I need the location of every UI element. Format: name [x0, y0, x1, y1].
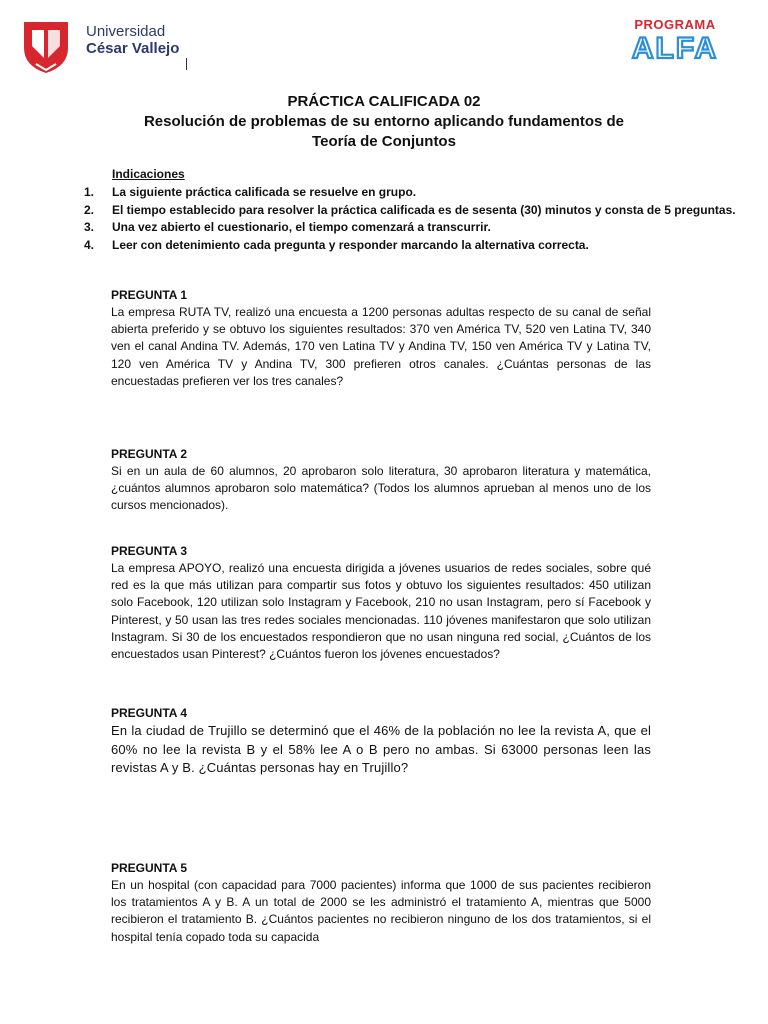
alfa-wordmark-text: ALFA — [631, 32, 719, 62]
question-4 — [111, 705, 651, 778]
title-line-2: Resolución de problemas de su entorno aplicando fundamentos de — [143, 113, 625, 130]
ucv-wordmark — [86, 24, 179, 56]
ucv-shield-icon — [22, 18, 70, 74]
title-line-3: Teoría de Conjuntos — [312, 133, 456, 150]
indicacion-item: 4. Leer con detenimiento cada pregunta y responder marcando la alternativa correcta. — [84, 237, 589, 252]
question-2 — [111, 446, 651, 515]
indicaciones-heading: Indicaciones — [112, 167, 185, 181]
question-1 — [111, 287, 651, 390]
question-5 — [111, 860, 651, 946]
alfa-wordmark-icon — [622, 32, 728, 62]
programa-alfa-logo — [622, 18, 728, 62]
title-line-1: PRÁCTICA CALIFICADA 02 — [287, 93, 481, 110]
indicacion-item: 3. Una vez abierto el cuestionario, el tiempo comenzará a transcurrir. — [84, 220, 491, 234]
question-title: PREGUNTA 2 — [111, 447, 188, 461]
question-title: PREGUNTA 5 — [111, 861, 188, 875]
text-cursor-mark — [186, 58, 187, 70]
question-title: PREGUNTA 1 — [111, 288, 188, 302]
university-name-line2: César Vallejo — [86, 40, 180, 57]
question-text: Si en un aula de 60 alumnos, 20 aprobaron solo literatura, 30 aprobaron literatura y matemática, ¿cuántos alumnos aprobaron solo matemática? (Todos los alumnos aprueban al menos uno de los cursos mencionados). — [111, 464, 651, 513]
question-title: PREGUNTA 3 — [111, 544, 188, 558]
question-3 — [111, 543, 651, 663]
indicacion-item: 2. El tiempo establecido para resolver la práctica calificada es de sesenta (30) minutos y consta de 5 preguntas. — [84, 202, 736, 217]
question-title: PREGUNTA 4 — [111, 706, 188, 720]
indicacion-item: 1. La siguiente práctica calificada se resuelve en grupo. — [84, 185, 417, 199]
indicaciones-list — [84, 184, 736, 254]
ucv-logo — [22, 18, 182, 76]
question-text: En un hospital (con capacidad para 7000 pacientes) informa que 1000 de sus pacientes recibieron los tratamientos A y B. A un total de 2000 se les administró el tratamiento A, mientras que 5000 recibieron el tratamiento B. ¿Cuántos pacientes no recibieron ninguno de los dos tratamientos, si el hospital tenía copado toda su capacida — [111, 878, 651, 944]
university-name-line1: Universidad — [86, 23, 166, 40]
document-title — [0, 92, 768, 152]
question-text: La empresa RUTA TV, realizó una encuesta a 1200 personas adultas respecto de su canal de señal abierta preferido y se obtuvo los siguientes resultados: 370 ven América TV, 520 ven Latina TV, 340 ven el canal Andina TV. Además, 170 ven Latina TV y Andina TV, 150 ven América TV y Latina TV, 120 ven América TV y Andina TV, 300 prefieren otros canales. ¿Cuántas personas de las encuestadas prefieren ver los tres canales? — [111, 305, 651, 388]
program-label: PROGRAMA — [634, 17, 716, 32]
question-text: En la ciudad de Trujillo se determinó que el 46% de la población no lee la revista A, que el 60% no lee la revista B y el 58% lee A o B pero no ambas. Si 63000 personas leen las revistas A y B. ¿Cuántas personas hay en Trujillo? — [111, 723, 651, 775]
question-text: La empresa APOYO, realizó una encuesta dirigida a jóvenes usuarios de redes sociales, sobre qué red es la que más utilizan para compartir sus fotos y obtuvo los siguientes resultados: 450 utilizan solo Facebook, 120 utilizan solo Instagram y Facebook, 210 no usan Instagram, pero sí Facebook y Pinterest, y 50 usan las tres redes sociales mencionadas. 110 jóvenes manifestaron que solo utilizan Instagram. Si 30 de los encuestados respondieron que no usan ninguna red social, ¿Cuántos de los encuestados usan Pinterest? ¿Cuántos fueron los jóvenes encuestados? — [111, 561, 651, 662]
